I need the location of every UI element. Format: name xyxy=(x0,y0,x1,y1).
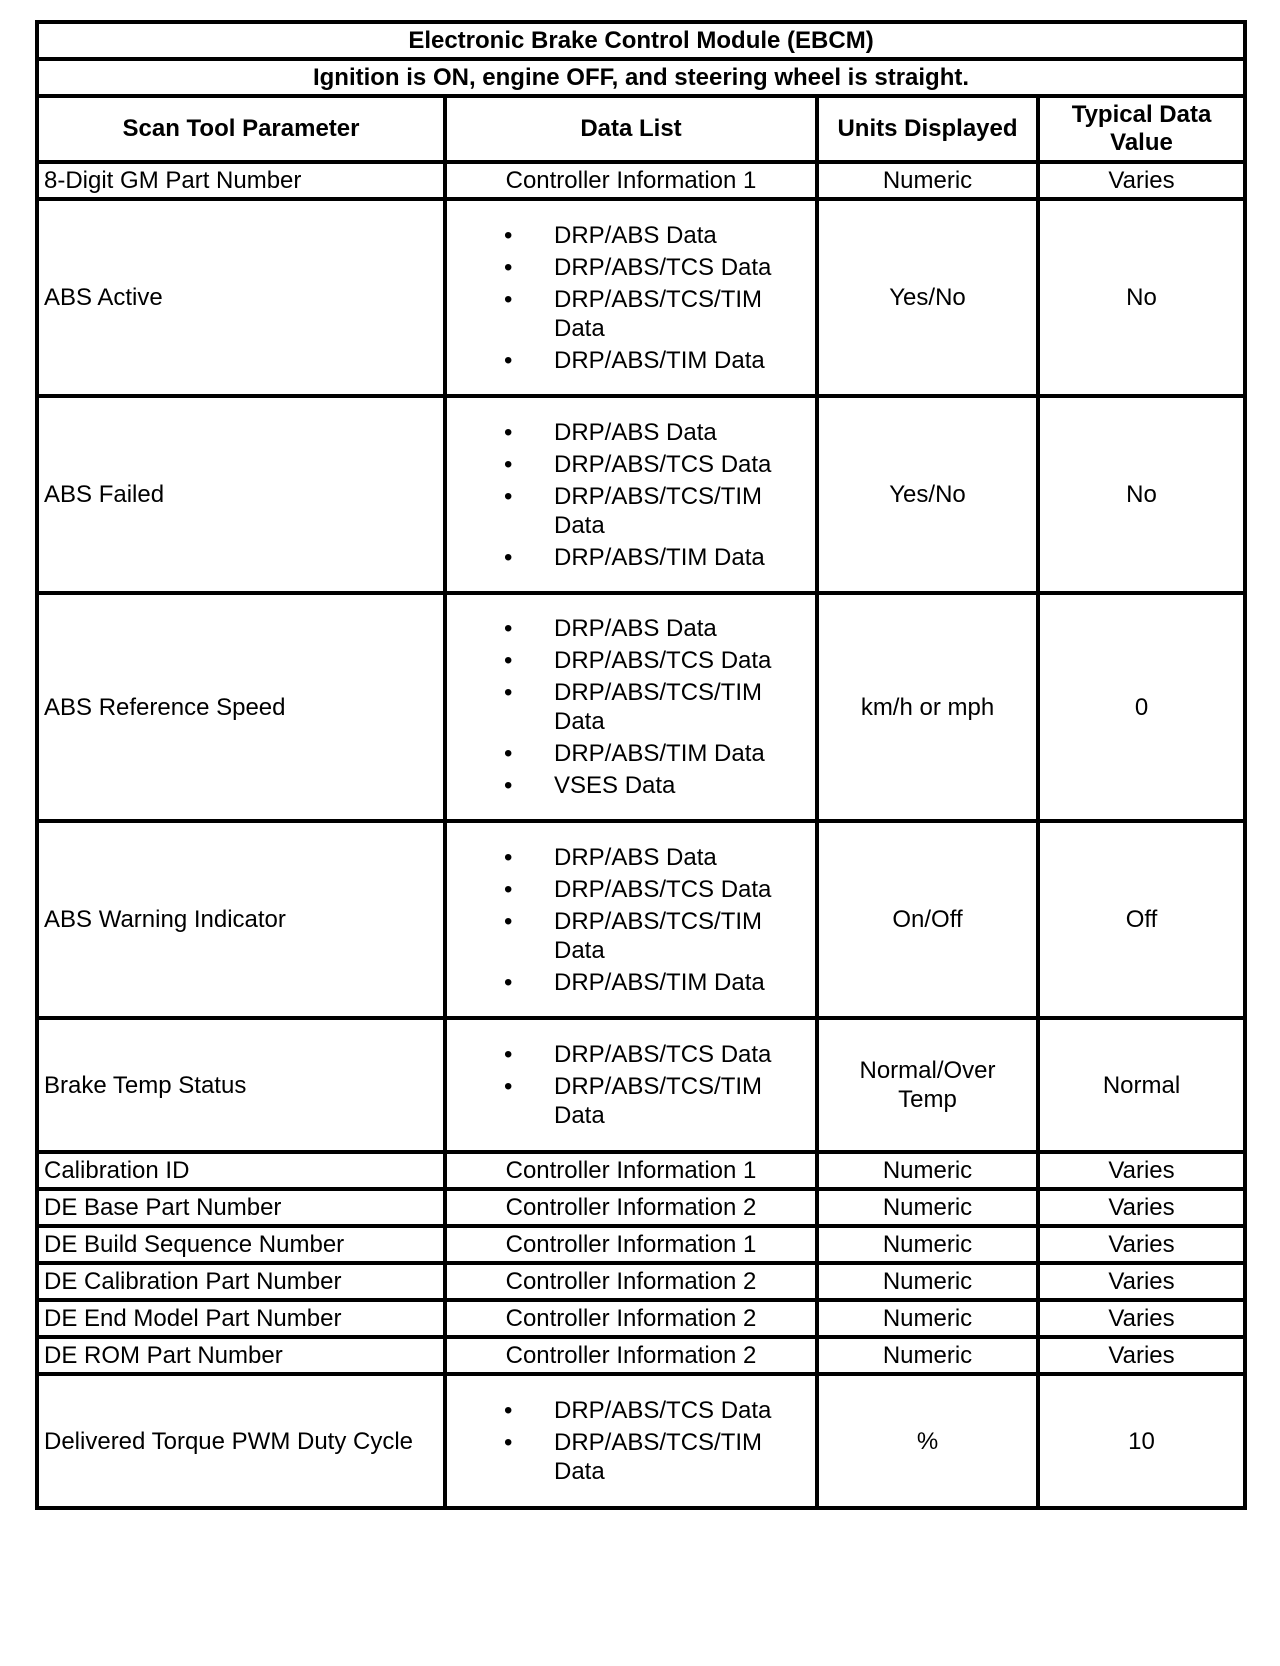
cell-data-list xyxy=(445,593,817,821)
cell-typical-value: Varies xyxy=(1038,1263,1245,1300)
cell-typical-value: No xyxy=(1038,396,1245,593)
cell-data-list: Controller Information 2 xyxy=(445,1300,817,1337)
cell-units: % xyxy=(817,1374,1038,1508)
data-list-bullets xyxy=(452,843,810,997)
table-row xyxy=(37,1374,1245,1508)
cell-data-list: Controller Information 2 xyxy=(445,1263,817,1300)
cell-units: Numeric xyxy=(817,1300,1038,1337)
cell-units: Numeric xyxy=(817,1189,1038,1226)
list-item: • DRP/ABS/TCS/TIM Data xyxy=(504,482,810,540)
list-item: • DRP/ABS/TCS/TIM Data xyxy=(504,1072,810,1130)
list-item: • DRP/ABS Data xyxy=(504,221,810,250)
table-title: Electronic Brake Control Module (EBCM) xyxy=(37,22,1245,59)
header-units-displayed: Units Displayed xyxy=(817,96,1038,162)
cell-data-list xyxy=(445,821,817,1018)
data-list-bullets xyxy=(452,418,810,572)
table-row xyxy=(37,396,1245,593)
table-row xyxy=(37,199,1245,396)
cell-data-list: Controller Information 1 xyxy=(445,1226,817,1263)
cell-typical-value: Off xyxy=(1038,821,1245,1018)
data-list-bullets xyxy=(452,1396,810,1486)
cell-parameter: 8-Digit GM Part Number xyxy=(37,162,445,199)
cell-typical-value: Varies xyxy=(1038,1300,1245,1337)
list-item: • DRP/ABS Data xyxy=(504,614,810,643)
cell-units: On/Off xyxy=(817,821,1038,1018)
header-typical-data-value: Typical Data Value xyxy=(1038,96,1245,162)
cell-units: km/h or mph xyxy=(817,593,1038,821)
list-item: • DRP/ABS/TCS Data xyxy=(504,1040,810,1069)
cell-units: Yes/No xyxy=(817,199,1038,396)
table-row xyxy=(37,1018,1245,1152)
list-item: • DRP/ABS/TCS/TIM Data xyxy=(504,678,810,736)
header-scan-tool-parameter: Scan Tool Parameter xyxy=(37,96,445,162)
cell-data-list: Controller Information 2 xyxy=(445,1337,817,1374)
list-item: • DRP/ABS/TCS/TIM Data xyxy=(504,1428,810,1486)
cell-units: Numeric xyxy=(817,1337,1038,1374)
ebcm-data-sheet xyxy=(35,20,1243,1510)
cell-parameter: Calibration ID xyxy=(37,1152,445,1189)
list-item: • DRP/ABS/TIM Data xyxy=(504,543,810,572)
cell-typical-value: Varies xyxy=(1038,1189,1245,1226)
cell-parameter: ABS Warning Indicator xyxy=(37,821,445,1018)
cell-parameter: Brake Temp Status xyxy=(37,1018,445,1152)
cell-typical-value: Varies xyxy=(1038,162,1245,199)
cell-typical-value: No xyxy=(1038,199,1245,396)
list-item: • DRP/ABS/TIM Data xyxy=(504,346,810,375)
table-row xyxy=(37,1263,1245,1300)
cell-parameter: DE Calibration Part Number xyxy=(37,1263,445,1300)
table-row xyxy=(37,1152,1245,1189)
cell-parameter: DE End Model Part Number xyxy=(37,1300,445,1337)
cell-typical-value: 0 xyxy=(1038,593,1245,821)
cell-units: Numeric xyxy=(817,1152,1038,1189)
cell-data-list: Controller Information 1 xyxy=(445,1152,817,1189)
list-item: • DRP/ABS Data xyxy=(504,843,810,872)
table-condition: Ignition is ON, engine OFF, and steering wheel is straight. xyxy=(37,59,1245,96)
cell-parameter: DE Build Sequence Number xyxy=(37,1226,445,1263)
data-list-bullets xyxy=(452,1040,810,1130)
cell-parameter: DE ROM Part Number xyxy=(37,1337,445,1374)
cell-data-list xyxy=(445,1374,817,1508)
cell-typical-value: Varies xyxy=(1038,1152,1245,1189)
cell-typical-value: 10 xyxy=(1038,1374,1245,1508)
list-item: • DRP/ABS/TCS Data xyxy=(504,646,810,675)
cell-units: Numeric xyxy=(817,162,1038,199)
cell-typical-value: Normal xyxy=(1038,1018,1245,1152)
list-item: • DRP/ABS/TCS Data xyxy=(504,253,810,282)
table-row xyxy=(37,593,1245,821)
list-item: • DRP/ABS/TCS Data xyxy=(504,450,810,479)
header-row xyxy=(37,96,1245,162)
list-item: • DRP/ABS/TIM Data xyxy=(504,739,810,768)
cell-data-list: Controller Information 1 xyxy=(445,162,817,199)
list-item: • DRP/ABS/TCS/TIM Data xyxy=(504,907,810,965)
cell-units: Normal/Over Temp xyxy=(817,1018,1038,1152)
data-list-bullets xyxy=(452,221,810,375)
list-item: • DRP/ABS/TCS Data xyxy=(504,1396,810,1425)
header-data-list: Data List xyxy=(445,96,817,162)
list-item: • DRP/ABS/TCS Data xyxy=(504,875,810,904)
list-item: • DRP/ABS/TCS/TIM Data xyxy=(504,285,810,343)
table-row xyxy=(37,1189,1245,1226)
cell-parameter: DE Base Part Number xyxy=(37,1189,445,1226)
cell-parameter: ABS Reference Speed xyxy=(37,593,445,821)
list-item: • VSES Data xyxy=(504,771,810,800)
table-row xyxy=(37,162,1245,199)
cell-data-list xyxy=(445,199,817,396)
list-item: • DRP/ABS/TIM Data xyxy=(504,968,810,997)
cell-parameter: Delivered Torque PWM Duty Cycle xyxy=(37,1374,445,1508)
cell-parameter: ABS Failed xyxy=(37,396,445,593)
data-list-bullets xyxy=(452,614,810,800)
cell-typical-value: Varies xyxy=(1038,1337,1245,1374)
cell-parameter: ABS Active xyxy=(37,199,445,396)
ebcm-parameter-table xyxy=(35,20,1247,1510)
list-item: • DRP/ABS Data xyxy=(504,418,810,447)
cell-typical-value: Varies xyxy=(1038,1226,1245,1263)
cell-data-list xyxy=(445,396,817,593)
cell-units: Yes/No xyxy=(817,396,1038,593)
table-row xyxy=(37,1226,1245,1263)
table-row xyxy=(37,821,1245,1018)
cell-data-list xyxy=(445,1018,817,1152)
table-row xyxy=(37,1337,1245,1374)
table-row xyxy=(37,1300,1245,1337)
cell-data-list: Controller Information 2 xyxy=(445,1189,817,1226)
cell-units: Numeric xyxy=(817,1263,1038,1300)
cell-units: Numeric xyxy=(817,1226,1038,1263)
